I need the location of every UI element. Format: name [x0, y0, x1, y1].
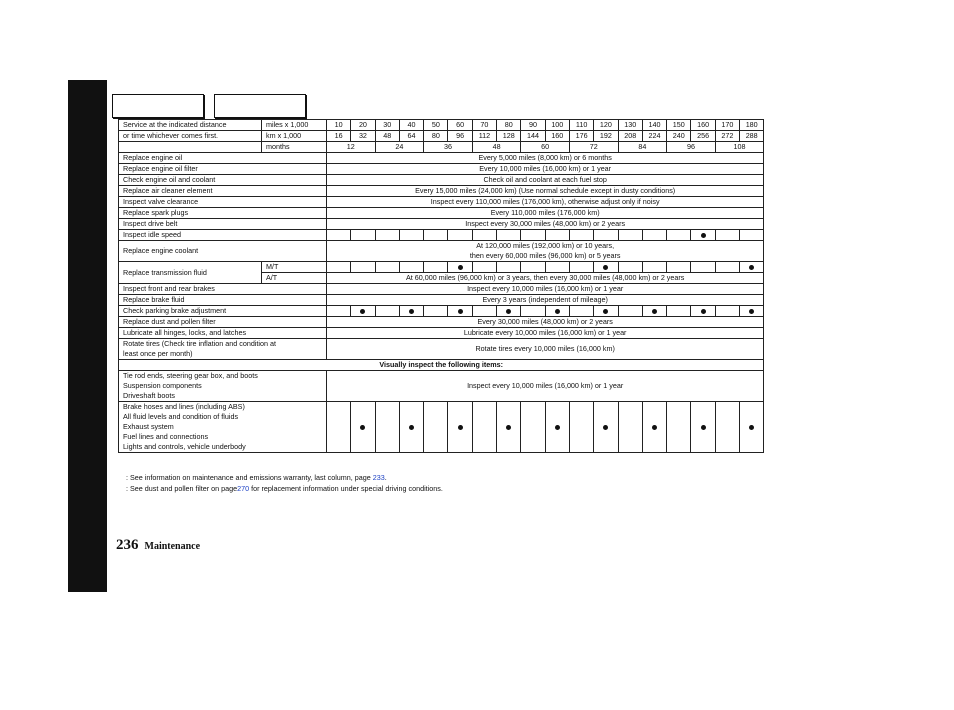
service-label: Lubricate all hinges, locks, and latches — [119, 328, 327, 339]
service-label: Inspect valve clearance — [119, 197, 327, 208]
service-dot-cell — [594, 306, 618, 317]
service-label: Replace transmission fluid — [119, 262, 262, 284]
service-interval: Rotate tires every 10,000 miles (16,000 km) — [327, 339, 764, 360]
empty-cell — [375, 230, 399, 241]
empty-cell — [424, 230, 448, 241]
empty-cell — [448, 230, 472, 241]
empty-cell — [327, 230, 351, 241]
service-interval: Inspect every 10,000 miles (16,000 km) or 1 year — [327, 284, 764, 295]
empty-cell — [740, 230, 764, 241]
empty-cell — [327, 262, 351, 273]
service-label: Replace air cleaner element — [119, 186, 327, 197]
header-row-km — [119, 131, 764, 142]
miles-value: 140 — [642, 120, 666, 131]
empty-cell — [642, 230, 666, 241]
service-dot — [506, 309, 511, 314]
empty-cell — [667, 230, 691, 241]
service-dot — [360, 425, 365, 430]
miles-value: 160 — [691, 120, 715, 131]
empty-cell — [618, 306, 642, 317]
service-label: Check parking brake adjustment — [119, 306, 327, 317]
miles-value: 20 — [351, 120, 375, 131]
service-dot — [458, 425, 463, 430]
km-value: 96 — [448, 131, 472, 142]
empty-cell — [424, 306, 448, 317]
service-dot-cell — [594, 262, 618, 273]
page-link-233[interactable]: 233 — [372, 473, 385, 482]
footnotes — [126, 472, 443, 494]
header-row-miles — [119, 120, 764, 131]
empty-cell — [545, 230, 569, 241]
km-value: 256 — [691, 131, 715, 142]
km-value: 224 — [642, 131, 666, 142]
empty-cell — [521, 402, 545, 453]
visual-inspect-header — [119, 360, 764, 371]
header-box-right — [214, 94, 306, 118]
service-dot-cell — [691, 306, 715, 317]
empty-cell — [545, 262, 569, 273]
page-number: 236 — [116, 537, 139, 553]
months-value: 36 — [424, 142, 473, 153]
service-interval: Every 110,000 miles (176,000 km) — [327, 208, 764, 219]
km-value: 192 — [594, 131, 618, 142]
months-value: 60 — [521, 142, 570, 153]
service-dot — [555, 309, 560, 314]
empty-cell — [618, 402, 642, 453]
miles-value: 40 — [399, 120, 423, 131]
service-row — [119, 197, 764, 208]
header-box-left — [112, 94, 204, 118]
empty-cell — [715, 262, 739, 273]
empty-cell — [375, 306, 399, 317]
service-row — [119, 241, 764, 262]
service-dot-cell — [740, 306, 764, 317]
service-label: Replace engine coolant — [119, 241, 327, 262]
months-value: 72 — [569, 142, 618, 153]
service-dot-cell — [448, 402, 472, 453]
service-dot-cell — [545, 402, 569, 453]
service-interval: At 60,000 miles (96,000 km) or 3 years, then every 30,000 miles (48,000 km) or 2 years — [327, 273, 764, 284]
empty-cell — [351, 262, 375, 273]
service-row — [119, 186, 764, 197]
empty-cell — [715, 402, 739, 453]
service-dot-cell — [448, 262, 472, 273]
miles-value: 10 — [327, 120, 351, 131]
empty-cell — [667, 306, 691, 317]
footnote-1: : See information on maintenance and emissions warranty, last column, page 233. — [126, 473, 387, 482]
empty-cell — [399, 230, 423, 241]
service-row — [119, 371, 764, 402]
service-interval: Every 10,000 miles (16,000 km) or 1 year — [327, 164, 764, 175]
service-interval: Every 3 years (independent of mileage) — [327, 295, 764, 306]
months-value: 84 — [618, 142, 667, 153]
header-row-months — [119, 142, 764, 153]
service-interval: Every 5,000 miles (8,000 km) or 6 months — [327, 153, 764, 164]
km-label: km x 1,000 — [262, 131, 327, 142]
service-row — [119, 164, 764, 175]
empty-cell — [569, 262, 593, 273]
header-service-label: Service at the indicated distance — [119, 120, 262, 131]
service-interval: Inspect every 110,000 miles (176,000 km), otherwise adjust only if noisy — [327, 197, 764, 208]
empty-cell — [569, 230, 593, 241]
page-footer — [116, 536, 200, 554]
service-dot-cell — [691, 402, 715, 453]
trans-at-label: A/T — [262, 273, 327, 284]
section-title: Maintenance — [144, 541, 201, 552]
km-value: 112 — [472, 131, 496, 142]
service-dot — [701, 425, 706, 430]
km-value: 48 — [375, 131, 399, 142]
miles-value: 70 — [472, 120, 496, 131]
service-dot-cell — [594, 402, 618, 453]
empty-cell — [642, 262, 666, 273]
service-dot — [701, 309, 706, 314]
empty-cell — [472, 262, 496, 273]
service-dot-cell — [497, 402, 521, 453]
service-dot — [409, 309, 414, 314]
service-row — [119, 175, 764, 186]
miles-value: 60 — [448, 120, 472, 131]
service-dot-cell — [642, 306, 666, 317]
service-label: Replace engine oil — [119, 153, 327, 164]
blank-cell — [119, 142, 262, 153]
km-value: 208 — [618, 131, 642, 142]
service-dot — [555, 425, 560, 430]
service-row — [119, 402, 764, 453]
empty-cell — [521, 262, 545, 273]
service-row — [119, 230, 764, 241]
km-value: 272 — [715, 131, 739, 142]
service-dot — [652, 309, 657, 314]
maintenance-schedule-table — [118, 119, 764, 453]
empty-cell — [569, 402, 593, 453]
miles-value: 130 — [618, 120, 642, 131]
months-value: 12 — [327, 142, 376, 153]
service-row — [119, 317, 764, 328]
service-interval: Check oil and coolant at each fuel stop — [327, 175, 764, 186]
empty-cell — [351, 230, 375, 241]
miles-value: 150 — [667, 120, 691, 131]
miles-value: 100 — [545, 120, 569, 131]
months-value: 24 — [375, 142, 424, 153]
km-value: 80 — [424, 131, 448, 142]
service-dot — [603, 309, 608, 314]
service-label: Inspect front and rear brakes — [119, 284, 327, 295]
black-side-tab — [68, 80, 107, 592]
service-dot — [603, 265, 608, 270]
months-label: months — [262, 142, 327, 153]
service-interval: Inspect every 30,000 miles (48,000 km) or 2 years — [327, 219, 764, 230]
service-row — [119, 219, 764, 230]
empty-cell — [667, 402, 691, 453]
service-label: Brake hoses and lines (including ABS) All fluid levels and condition of fluids Exhaust system Fuel lines and connections Lights and controls, vehicle underbody — [119, 402, 327, 453]
miles-value: 120 — [594, 120, 618, 131]
service-dot — [360, 309, 365, 314]
service-dot — [458, 265, 463, 270]
service-row — [119, 208, 764, 219]
service-interval: Every 30,000 miles (48,000 km) or 2 years — [327, 317, 764, 328]
empty-cell — [691, 262, 715, 273]
service-dot — [652, 425, 657, 430]
service-label: Inspect idle speed — [119, 230, 327, 241]
empty-cell — [399, 262, 423, 273]
service-interval: Every 15,000 miles (24,000 km) (Use normal schedule except in dusty conditions) — [327, 186, 764, 197]
service-dot-cell — [740, 262, 764, 273]
miles-value: 90 — [521, 120, 545, 131]
service-label: Check engine oil and coolant — [119, 175, 327, 186]
service-row — [119, 284, 764, 295]
service-dot — [409, 425, 414, 430]
miles-value: 50 — [424, 120, 448, 131]
service-dot-cell — [691, 230, 715, 241]
service-dot-cell — [448, 306, 472, 317]
service-dot-cell — [642, 402, 666, 453]
service-dot — [506, 425, 511, 430]
service-interval: At 120,000 miles (192,000 km) or 10 years, then every 60,000 miles (96,000 km) or 5 years — [327, 241, 764, 262]
empty-cell — [715, 230, 739, 241]
empty-cell — [618, 230, 642, 241]
service-dot — [701, 233, 706, 238]
service-dot-cell — [545, 306, 569, 317]
empty-cell — [618, 262, 642, 273]
trans-mt-label: M/T — [262, 262, 327, 273]
empty-cell — [375, 262, 399, 273]
empty-cell — [424, 262, 448, 273]
months-value: 96 — [667, 142, 716, 153]
km-value: 64 — [399, 131, 423, 142]
empty-cell — [497, 262, 521, 273]
km-value: 288 — [740, 131, 764, 142]
empty-cell — [327, 402, 351, 453]
service-label: Replace engine oil filter — [119, 164, 327, 175]
months-value: 48 — [472, 142, 521, 153]
service-dot-cell — [740, 402, 764, 453]
service-label: Inspect drive belt — [119, 219, 327, 230]
service-row — [119, 262, 764, 273]
service-row — [119, 306, 764, 317]
service-dot — [458, 309, 463, 314]
miles-value: 110 — [569, 120, 593, 131]
service-dot-cell — [351, 402, 375, 453]
miles-value: 170 — [715, 120, 739, 131]
empty-cell — [327, 306, 351, 317]
empty-cell — [569, 306, 593, 317]
empty-cell — [472, 230, 496, 241]
miles-value: 180 — [740, 120, 764, 131]
months-value: 108 — [715, 142, 764, 153]
service-label: Replace brake fluid — [119, 295, 327, 306]
visual-inspect-title: Visually inspect the following items: — [119, 360, 764, 371]
empty-cell — [375, 402, 399, 453]
service-label: Replace dust and pollen filter — [119, 317, 327, 328]
km-value: 176 — [569, 131, 593, 142]
service-interval: Inspect every 10,000 miles (16,000 km) or 1 year — [327, 371, 764, 402]
empty-cell — [424, 402, 448, 453]
service-interval: Lubricate every 10,000 miles (16,000 km) or 1 year — [327, 328, 764, 339]
empty-cell — [472, 306, 496, 317]
service-label: Replace spark plugs — [119, 208, 327, 219]
service-dot-cell — [399, 306, 423, 317]
service-dot — [603, 425, 608, 430]
miles-value: 80 — [497, 120, 521, 131]
service-label: Rotate tires (Check tire inflation and condition at least once per month) — [119, 339, 327, 360]
service-dot-cell — [399, 402, 423, 453]
km-value: 16 — [327, 131, 351, 142]
km-value: 160 — [545, 131, 569, 142]
service-dot — [749, 425, 754, 430]
service-dot — [749, 265, 754, 270]
service-row — [119, 328, 764, 339]
header-service-label-2: or time whichever comes first. — [119, 131, 262, 142]
empty-cell — [472, 402, 496, 453]
km-value: 144 — [521, 131, 545, 142]
service-dot — [749, 309, 754, 314]
service-dot-cell — [497, 306, 521, 317]
empty-cell — [594, 230, 618, 241]
miles-label: miles x 1,000 — [262, 120, 327, 131]
miles-value: 30 — [375, 120, 399, 131]
empty-cell — [715, 306, 739, 317]
service-row — [119, 153, 764, 164]
km-value: 32 — [351, 131, 375, 142]
service-row — [119, 295, 764, 306]
footnote-2: : See dust and pollen filter on page270 for replacement information under special driving conditions. — [126, 484, 443, 493]
page-link-270[interactable]: 270 — [237, 484, 250, 493]
empty-cell — [497, 230, 521, 241]
empty-cell — [521, 306, 545, 317]
service-label: Tie rod ends, steering gear box, and boots Suspension components Driveshaft boots — [119, 371, 327, 402]
empty-cell — [521, 230, 545, 241]
service-dot-cell — [351, 306, 375, 317]
km-value: 128 — [497, 131, 521, 142]
empty-cell — [667, 262, 691, 273]
km-value: 240 — [667, 131, 691, 142]
service-row — [119, 339, 764, 360]
